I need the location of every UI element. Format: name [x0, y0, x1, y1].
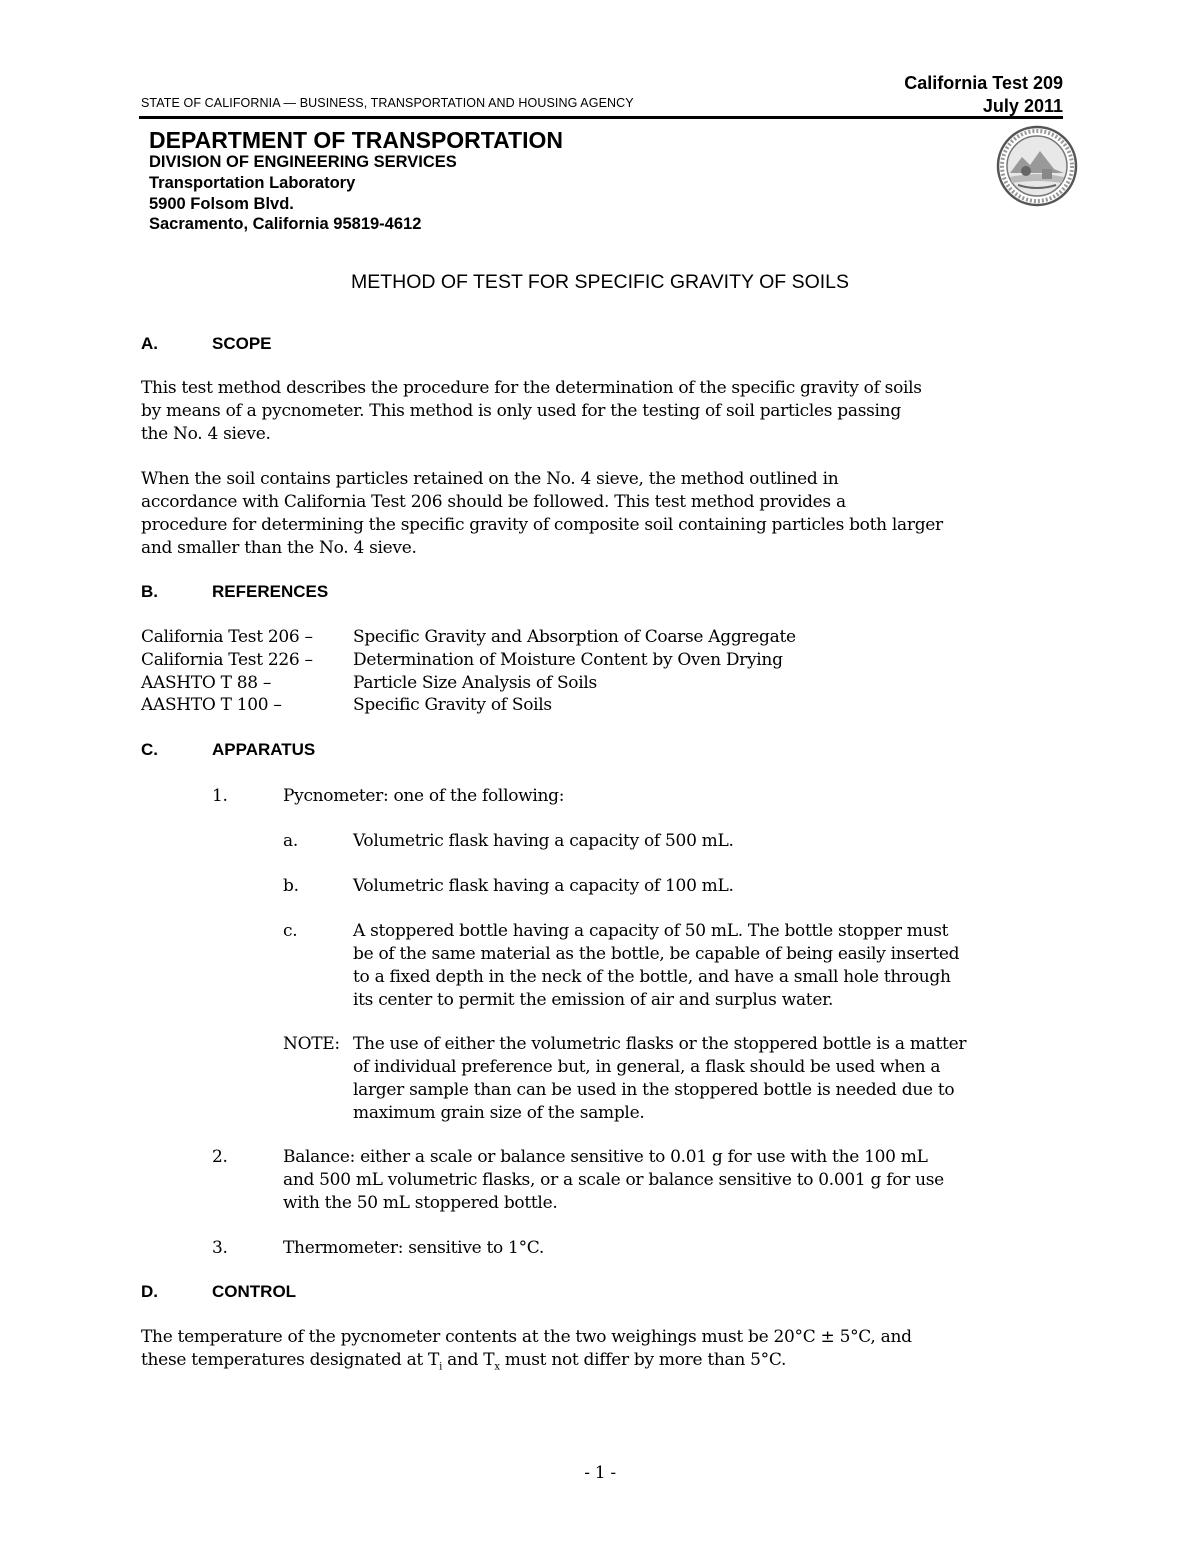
reference-description: Particle Size Analysis of Soils: [353, 673, 597, 693]
item-number: 1.: [212, 786, 228, 806]
reference-description: Determination of Moisture Content by Oven Drying: [353, 650, 783, 670]
sub-item-text: Volumetric flask having a capacity of 500 mL.: [353, 831, 734, 851]
sub-item-letter: a.: [283, 831, 298, 851]
test-header: [904, 72, 1063, 118]
division-name: DIVISION OF ENGINEERING SERVICES: [149, 153, 457, 171]
subscript-i: i: [439, 1361, 443, 1373]
reference-code: AASHTO T 88 –: [141, 673, 272, 693]
sub-item-letter: c.: [283, 921, 298, 941]
reference-code: California Test 226 –: [141, 650, 313, 670]
item-text-thermometer: Thermometer: sensitive to 1°C.: [283, 1238, 544, 1258]
street-address: 5900 Folsom Blvd.: [149, 195, 294, 213]
scope-paragraph-1: This test method describes the procedure for the determination of the specific gravity of soils by means of a pycnometer. This method is only used for the testing of soil particles passing the No. 4 sieve.: [141, 378, 922, 444]
document-title: METHOD OF TEST FOR SPECIFIC GRAVITY OF SOILS: [350, 271, 850, 293]
reference-code: California Test 206 –: [141, 627, 313, 647]
reference-description: Specific Gravity and Absorption of Coarse Aggregate: [353, 627, 796, 647]
item-text-balance: Balance: either a scale or balance sensitive to 0.01 g for use with the 100 mL and 500 mL volumetric flasks, or a scale or balance sensitive to 0.001 g for use with the 50 mL stoppered bottle.: [283, 1147, 944, 1213]
reference-description: Specific Gravity of Soils: [353, 695, 552, 715]
section-letter: C.: [141, 740, 158, 759]
note-label: NOTE:: [283, 1034, 340, 1054]
section-letter: A.: [141, 334, 158, 353]
header-rule: [139, 116, 1063, 119]
sub-item-letter: b.: [283, 876, 299, 896]
page-number: - 1 -: [584, 1463, 616, 1483]
sub-item-text: Volumetric flask having a capacity of 100 mL.: [353, 876, 734, 896]
section-title-references: REFERENCES: [212, 582, 329, 601]
item-number: 3.: [212, 1238, 228, 1258]
department-name: DEPARTMENT OF TRANSPORTATION: [149, 127, 563, 153]
lab-name: Transportation Laboratory: [149, 174, 356, 192]
city-address: Sacramento, California 95819-4612: [149, 215, 422, 233]
section-title-apparatus: APPARATUS: [212, 740, 316, 759]
item-text-pycnometer: Pycnometer: one of the following:: [283, 786, 565, 806]
section-title-control: CONTROL: [212, 1282, 297, 1301]
section-letter: D.: [141, 1282, 158, 1301]
section-title-scope: SCOPE: [212, 334, 272, 353]
section-letter: B.: [141, 582, 158, 601]
reference-code: AASHTO T 100 –: [141, 695, 282, 715]
sub-item-text: A stoppered bottle having a capacity of 50 mL. The bottle stopper must be of the same material as the bottle, be capable of being easily inserted to a fixed depth in the neck of the bottle, and have a small hole through its center to permit the emission of air and surplus water.: [353, 921, 960, 1010]
state-seal-icon: [996, 125, 1078, 207]
test-number: California Test 209: [904, 73, 1063, 93]
subscript-x: x: [494, 1361, 500, 1373]
item-number: 2.: [212, 1147, 228, 1167]
test-date: July 2011: [982, 96, 1063, 116]
control-paragraph: The temperature of the pycnometer contents at the two weighings must be 20°C ± 5°C, and these temperatures designated at $T_i$ and $T_x$ must not differ by more than 5°C.: [141, 1327, 912, 1373]
agency-header: STATE OF CALIFORNIA — BUSINESS, TRANSPORTATION AND HOUSING AGENCY: [141, 96, 634, 110]
note-text: The use of either the volumetric flasks or the stoppered bottle is a matter of individual preference but, in general, a flask should be used when a larger sample than can be used in the stoppered bottle is needed due to maximum grain size of the sample.: [353, 1034, 967, 1123]
scope-paragraph-2: When the soil contains particles retained on the No. 4 sieve, the method outlined in accordance with California Test 206 should be followed. This test method provides a procedure for determining the specific gravity of composite soil containing particles both larger and smaller than the No. 4 sieve.: [141, 469, 943, 558]
